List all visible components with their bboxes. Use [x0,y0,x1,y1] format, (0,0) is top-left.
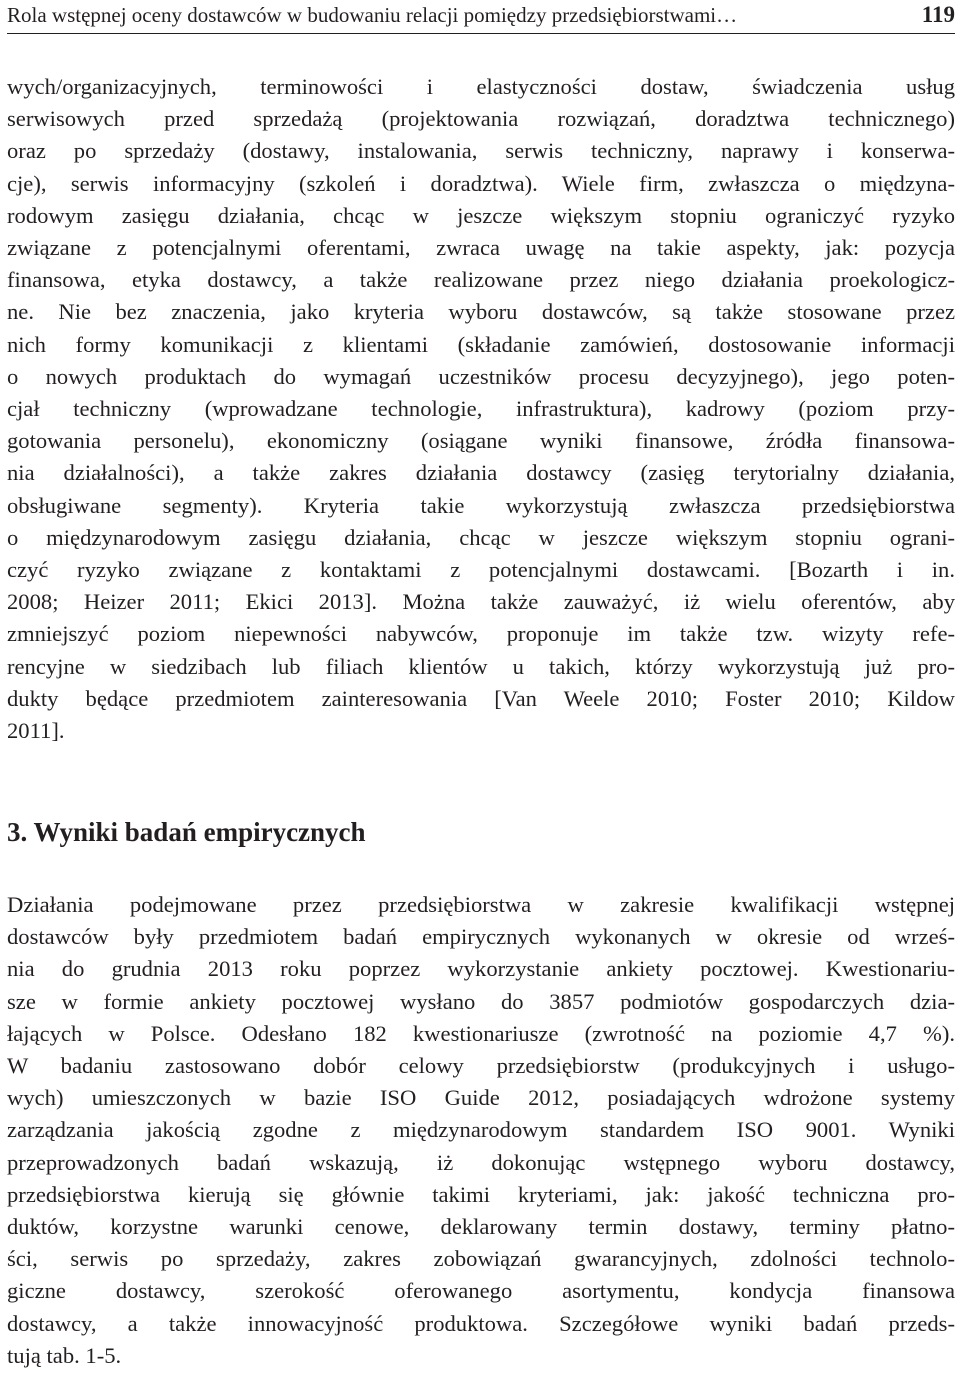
running-header [7,0,955,34]
text-line: nia do grudnia 2013 roku poprzez wykorzystanie ankiety pocztowej. Kwestionariu- [7,956,955,982]
text-line: tują tab. 1-5. [7,1342,122,1368]
text-line: ne. Nie bez znaczenia, jako kryteria wyboru dostawców, są także stosowane przez [7,299,955,325]
body-paragraph-1 [7,71,955,747]
text-line: obsługiwane segmenty). Kryteria takie wykorzystują zwłaszcza przedsiębiorstwa [7,492,955,518]
document-page [7,0,955,1368]
text-line: sze w formie ankiety pocztowej wysłano do 3857 podmiotów gospodarczych dzia- [7,988,955,1014]
text-line: przedsiębiorstwa kierują się głównie takimi kryteriami, jak: jakość techniczna pro- [7,1181,955,1207]
text-line: nich formy komunikacji z klientami (składanie zamówień, dostosowanie informacji [7,331,955,357]
text-line: serwisowych przed sprzedażą (projektowania rozwiązań, doradztwa technicznego) [7,106,955,132]
text-line: o nowych produktach do wymagań uczestników procesu decyzyjnego), jego poten- [7,363,955,389]
text-line: 2011]. [7,718,65,744]
text-line: o międzynarodowym zasięgu działania, chcąc w jeszcze większym stopniu ograni- [7,524,955,550]
text-line: gotowania personelu), ekonomiczny (osiągane wyniki finansowe, źródła finansowa- [7,428,955,454]
text-line: dukty będące przedmiotem zainteresowania [Van Weele 2010; Foster 2010; Kildow [7,685,955,711]
text-line: Działania podejmowane przez przedsiębiorstwa w zakresie kwalifikacji wstępnej [7,892,955,917]
text-line: 2008; Heizer 2011; Ekici 2013]. Można także zauważyć, iż wielu oferentów, aby [7,589,955,615]
body-paragraph-2 [7,889,955,1372]
text-line: wych) umieszczonych w bazie ISO Guide 2012, posiadających wdrożone systemy [7,1085,955,1111]
text-line: przeprowadzonych badań wskazują, iż dokonując wstępnego wyboru dostawcy, [7,1149,955,1175]
text-line: ści, serwis po sprzedaży, zakres zobowiązań gwarancyjnych, zdolności technolo- [7,1246,955,1272]
text-line: finansowa, etyka dostawcy, a także realizowane przez niego działania proekologicz- [7,267,955,293]
text-line: dostawcy, a także innowacyjność produktowa. Szczegółowe wyniki badań przeds- [7,1310,955,1336]
section-heading: 3. Wyniki badań empirycznych [7,817,366,847]
text-line: związane z potencjalnymi oferentami, zwraca uwagę na takie aspekty, jak: pozycja [7,235,955,261]
running-title: Rola wstępnej oceny dostawców w budowaniu relacji pomiędzy przedsiębiorstwami… [7,3,738,27]
text-line: giczne dostawcy, szerokość oferowanego asortymentu, kondycja finansowa [7,1278,955,1304]
text-line: łających w Polsce. Odesłano 182 kwestionariusze (zwrotność na poziomie 4,7 %). [7,1020,955,1046]
text-line: cje), serwis informacyjny (szkoleń i doradztwa). Wiele firm, zwłaszcza o międzyna- [7,170,955,196]
text-line: W badaniu zastosowano dobór celowy przedsiębiorstw (produkcyjnych i usługo- [7,1053,955,1079]
text-line: oraz po sprzedaży (dostawy, instalowania, serwis techniczny, naprawy i konserwa- [7,138,955,164]
text-line: zarządzania jakością zgodne z międzynarodowym standardem ISO 9001. Wyniki [7,1117,955,1143]
text-line: duktów, korzystne warunki cenowe, deklarowany termin dostawy, terminy płatno- [7,1214,955,1240]
text-line: rencyjne w siedzibach lub filiach klientów u takich, którzy wykorzystują już pro- [7,653,955,679]
text-line: zmniejszyć poziom niepewności nabywców, proponuje im także tzw. wizyty refe- [7,621,955,647]
text-line: dostawców były przedmiotem badań empirycznych wykonanych w okresie od wrześ- [7,924,955,950]
text-line: wych/organizacyjnych, terminowości i elastyczności dostaw, świadczenia usług [7,74,955,99]
text-line: cjał techniczny (wprowadzane technologie, infrastruktura), kadrowy (poziom przy- [7,396,955,422]
text-line: czyć ryzyko związane z kontaktami z potencjalnymi dostawcami. [Bozarth i in. [7,557,955,583]
page-number: 119 [921,2,955,27]
text-line: nia działalności), a także zakres działania dostawcy (zasięg terytorialny działania, [7,460,955,486]
text-line: rodowym zasięgu działania, chcąc w jeszcze większym stopniu ograniczyć ryzyko [7,202,955,228]
